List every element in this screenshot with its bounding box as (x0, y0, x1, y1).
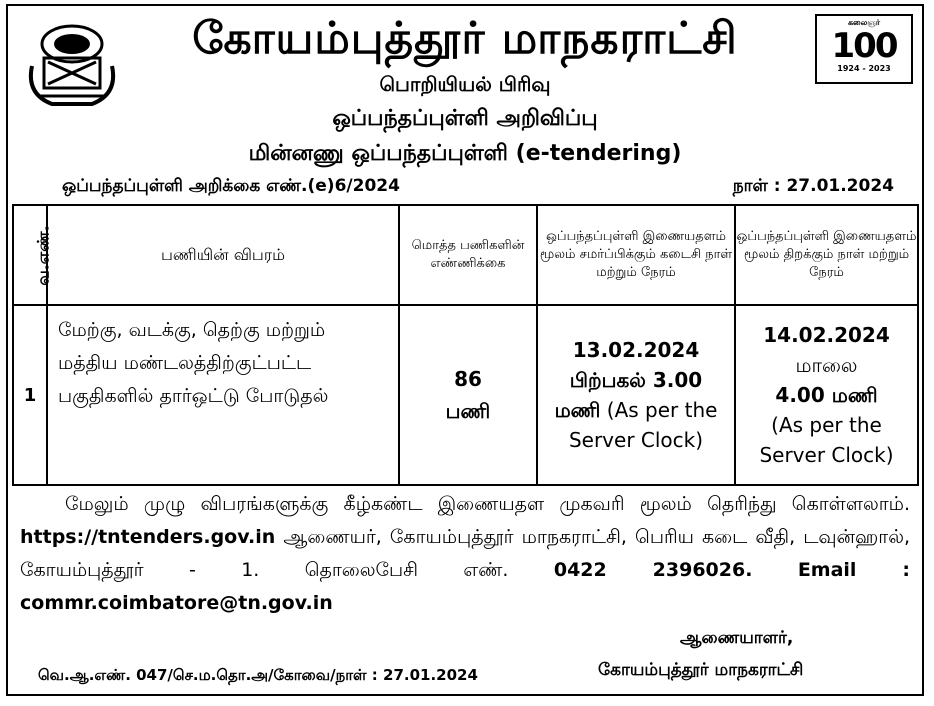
row-sno: 1 (13, 305, 47, 485)
notice-type-line: ஒப்பந்தப்புள்ளி அறிவிப்பு (332, 106, 598, 131)
submission-unit: மணி (554, 398, 601, 422)
submission-date: 13.02.2024 (572, 338, 700, 362)
count-unit: பணி (445, 399, 491, 423)
logo-years: 1924 - 2023 (837, 64, 891, 73)
tender-reference-number: ஒப்பந்தப்புள்ளி அறிக்கை எண்.(e)6/2024 (62, 176, 400, 196)
table-header-row (13, 205, 918, 305)
tender-website-link[interactable]: https://tntenders.gov.in (20, 526, 276, 548)
logo-top-text: கலைஞர் (847, 18, 881, 27)
header-opening: ஒப்பந்தப்புள்ளி இணையதளம் மூலம் திறக்கும் நாள் மற்றும் நேரம் (735, 205, 918, 305)
row-count (399, 305, 537, 485)
footer-paragraph (20, 488, 910, 620)
row-submission (537, 305, 735, 485)
email-label: Email : (797, 559, 910, 581)
footer-text-a: மேலும் முழு விபரங்களுக்கு கீழ்கண்ட இணையதள முகவரி மூலம் தெரிந்து கொள்ளலாம். (65, 493, 910, 515)
department-line: பொறியியல் பிரிவு (379, 72, 551, 96)
header-description: பணியின் விபரம் (47, 205, 399, 305)
count-number: 86 (454, 367, 482, 391)
submission-time: பிற்பகல் 3.00 (569, 368, 703, 392)
opening-date: 14.02.2024 (763, 323, 890, 347)
table-row (13, 305, 918, 485)
row-opening (735, 305, 918, 485)
etender-line: மின்னணு ஒப்பந்தப்புள்ளி (e-tendering) (248, 141, 682, 166)
header-sno: வ.எண். (13, 205, 47, 305)
notice-title: கோயம்புத்தூர் மாநகராட்சி (192, 13, 738, 64)
header-submission: ஒப்பந்தப்புள்ளி இணையதளம் மூலம் சமர்ப்பிக்கும் கடைசி நாள் மற்றும் நேரம் (537, 205, 735, 305)
email-address[interactable]: commr.coimbatore@tn.gov.in (20, 592, 333, 614)
kalaignar-100-logo (815, 14, 913, 84)
submission-unit-note (538, 395, 734, 455)
phone-number: 0422 2396026. (553, 559, 753, 581)
signatory-organisation: கோயம்புத்தூர் மாநகராட்சி (598, 660, 804, 680)
coimbatore-corporation-emblem-icon (22, 14, 122, 112)
opening-time-1: மாலை (795, 353, 858, 377)
footer-text-b: ஆணையர், கோயம்புத்தூர் மாநகராட்சி, பெரிய கடை வீதி, டவுன்ஹால், கோயம்புத்தூர் - 1. தொலைபேசி எண். (20, 526, 911, 581)
row-description: மேற்கு, வடக்கு, தெற்கு மற்றும் மத்திய மண்டலத்திற்குட்பட்ட பகுதிகளில் தார்ஒட்டு போடுதல் (47, 305, 399, 485)
release-reference: வெ.ஆ.எண். 047/செ.ம.தொ.அ/கோவை/நாள் : 27.01.2024 (38, 666, 478, 684)
logo-number: 100 (831, 26, 897, 66)
header-count: மொத்த பணிகளின் எண்ணிக்கை (399, 205, 537, 305)
notice-date: நாள் : 27.01.2024 (732, 176, 894, 196)
opening-time-2: 4.00 மணி (775, 383, 878, 407)
tender-table (12, 204, 919, 486)
opening-note: (As per the Server Clock) (759, 413, 894, 467)
footer-text (20, 488, 910, 620)
submission-note: (As per the Server Clock) (568, 398, 718, 452)
signatory-title: ஆணையாளர், (680, 628, 794, 648)
